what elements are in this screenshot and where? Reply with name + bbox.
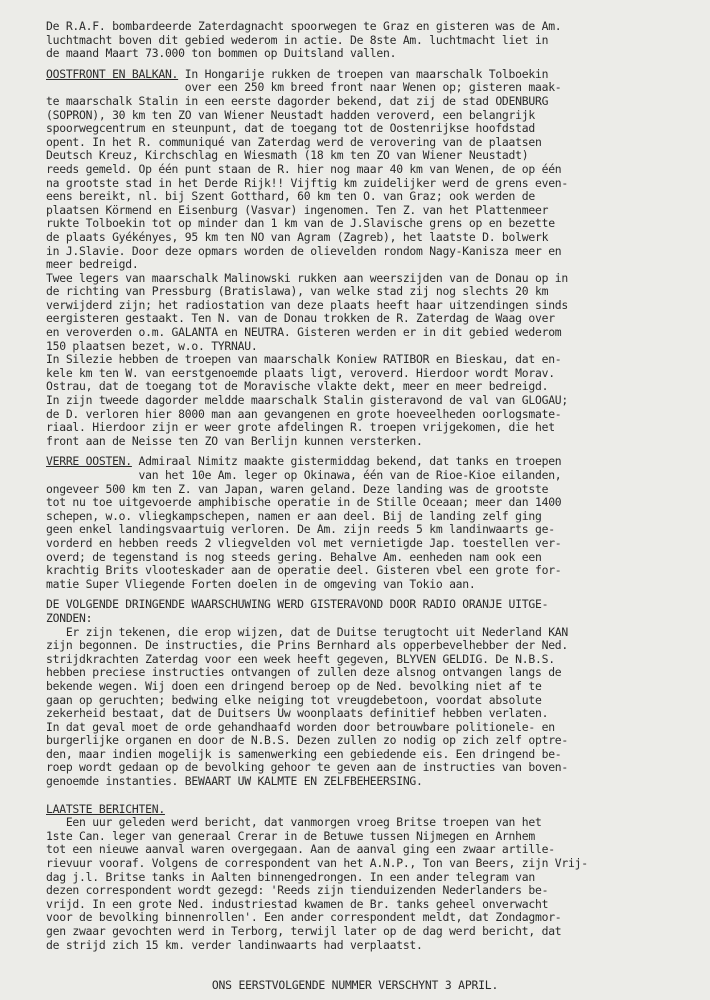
text-line: van het 10e Am. leger op Okinawa, één van de Rioe-Kioe eilanden,: [46, 468, 562, 482]
text-line: gen zwaar gevochten werd in Terborg, terwijl later op de dag werd bericht, dat: [46, 924, 562, 938]
text-line: voor de bevolking binnenrollen'. Een ander correspondent meldt, dat Zondagmor-: [46, 910, 562, 925]
text-line: 1ste Can. leger van generaal Crerar in de Betuwe tussen Nijmegen en Arnhem: [46, 828, 535, 843]
text-line: en veroverden o.m. GALANTA en NEUTRA. Gisteren werden er in dit gebied wederom: [46, 325, 562, 340]
text-line: In dat geval moet de orde gehandhaafd worden door betrouwbare politionele- en: [46, 719, 555, 734]
text-line: hebben preciese instructies ontvangen of zullen deze alsnog ontvangen langs de: [46, 665, 562, 680]
text-line: strijdkrachten Zaterdag voor een week heeft gegeven, BLYVEN GELDIG. De N.B.S.: [46, 651, 555, 666]
text-line: dezen correspondent wordt gezegd: 'Reeds zijn tienduizenden Nederlanders be-: [46, 883, 549, 898]
section-heading: VERRE OOSTEN.: [46, 454, 132, 469]
text-line: vorderd en hebben reeds 2 vliegvelden vol met vernietigde Jap. toestellen ver-: [46, 535, 562, 550]
text-line: meer bedreigd.: [46, 257, 139, 272]
text-line: schepen, w.o. vliegkampschepen, namen er aan deel. Bij de landing zelf ging: [46, 508, 542, 523]
text-line: de D. verloren hier 8000 man aan gevangenen en grote hoeveelheden oorlogsmate-: [46, 406, 562, 421]
text-line: luchtmacht boven dit gebied wederom in actie. De 8ste Am. luchtmacht liet in: [46, 32, 549, 47]
text-line: geen enkel landingsvaartuig verloren. De Am. zijn reeds 5 km landinwaarts ge-: [46, 522, 555, 537]
text-line: te maarschalk Stalin in een eerste dagorder bekend, dat zij de stad ODENBURG: [46, 93, 549, 108]
text-line: krachtig Brits vlooteskader aan de operatie deel. Gisteren vbel een grote for-: [46, 563, 562, 578]
text-line: in J.Slavie. Door deze opmars worden de olievelden rondom Nagy-Kanisza meer en: [46, 243, 562, 258]
text-line: verwijderd zijn; het radiostation van deze plaats heeft haar uitzendingen sinds: [46, 297, 569, 312]
text-line: [46, 803, 690, 817]
text-line: de maand Maart 73.000 ton bommen op Duitsland vallen.: [46, 46, 397, 61]
text-line: Een uur geleden werd bericht, dat vanmorgen vroeg Britse troepen van het: [46, 815, 542, 830]
text-line: de richting van Pressburg (Bratislawa), van welke stad zij nog slechts 20 km: [46, 284, 549, 299]
text-line: opent. In het R. communiqué van Zaterdag werd de verovering van de plaatsen: [46, 134, 542, 149]
text-line: matie Super Vliegende Forten doelen in de omgeving van Tokio aan.: [46, 576, 476, 591]
text-line: rukte Tolboekin tot op minder dan 1 km van de J.Slavische grens op en bezette: [46, 216, 555, 231]
section-verre-oosten: [46, 455, 690, 591]
next-issue-notice: ONS EERSTVOLGENDE NUMMER VERSCHYNT 3 APRIL.: [211, 978, 499, 992]
text-line: Ostrau, dat de toegang tot de Moravische vlakte dekt, meer en meer bedreigd.: [46, 379, 549, 394]
page-body: [46, 20, 690, 952]
text-line: eens bereikt, nl. bij Szent Gotthard, 60 km ten O. van Graz; ook werden de: [46, 189, 535, 204]
text-line: de strijd zich 15 km. verder landinwaarts had verplaatst.: [46, 937, 423, 952]
spacer: [46, 789, 690, 803]
text-line: den, maar indien mogelijk is samenwerking een gebiedende eis. Een dringend be-: [46, 746, 562, 761]
text-line: dag j.l. Britse tanks in Aalten binnengedrongen. In een ander telegram van: [46, 869, 535, 884]
text-line: In Silezie hebben de troepen van maarschalk Koniew RATIBOR en Bieskau, dat en-: [46, 352, 562, 367]
text-line-rest: In Hongarije rukken de troepen van maarschalk Tolboekin: [178, 66, 549, 81]
section-radio-oranje: [46, 598, 690, 788]
text-line: over een 250 km breed front naar Wenen op; gisteren maak-: [46, 80, 562, 95]
text-line: rievuur vooraf. Volgens de correspondent van het A.N.P., Ton van Beers, zijn Vrij-: [46, 856, 588, 871]
section-heading: OOSTFRONT EN BALKAN.: [46, 66, 179, 81]
text-line: spoorwegcentrum en steunpunt, dat de toegang tot de Oostenrijkse hoofdstad: [46, 121, 535, 136]
text-line: zijn begonnen. De instructies, die Prins Bernhard als opperbevelhebber der Ned.: [46, 638, 569, 653]
text-line: 150 plaatsen bezet, w.o. TYRNAU.: [46, 338, 258, 353]
text-line: ZONDEN:: [46, 610, 93, 625]
text-line: Twee legers van maarschalk Malinowski rukken aan weerszijden van de Donau op in: [46, 270, 569, 285]
text-line: overd; de tegenstand is nog steeds gering. Behalve Am. eenheden nam ook een: [46, 549, 542, 564]
text-line: bekende wegen. Wij doen een dringend beroep op de Ned. bevolking niet af te: [46, 678, 542, 693]
section-laatste-berichten: [46, 803, 690, 953]
text-line: reeds gemeld. Op één punt staan de R. hier nog maar 40 km van Wenen, de op één: [46, 161, 562, 176]
text-line: Deutsch Kreuz, Kirchschlag en Wiesmath (18 km ten ZO van Wiener Neustadt): [46, 148, 529, 163]
text-line-rest: Admiraal Nimitz maakte gistermiddag bekend, dat tanks en troepen: [131, 454, 562, 469]
intro-paragraph: [46, 20, 690, 61]
text-line: front aan de Neisse ten ZO van Berlijn kunnen versterken.: [46, 433, 423, 448]
text-line: kele km ten W. van eerstgenoemde plaats ligt, veroverd. Hierdoor wordt Morav.: [46, 365, 555, 380]
text-line: burgerlijke organen en door de N.B.S. Dezen zullen zo nodig op zich zelf optre-: [46, 733, 569, 748]
text-line: In zijn tweede dagorder meldde maarschalk Stalin gisteravond de val van GLOGAU;: [46, 393, 569, 408]
text-line: genoemde instanties. BEWAART UW KALMTE EN ZELFBEHEERSING.: [46, 774, 423, 789]
text-line: [46, 68, 690, 82]
text-line: de plaats Gyékényes, 95 km ten NO van Agram (Zagreb), het laatste D. bolwerk: [46, 229, 549, 244]
text-line: na grootste stad in het Derde Rijk!! Vijftig km zuidelijker werd de grens even-: [46, 175, 569, 190]
text-line: tot nu toe uitgevoerde amphibische operatie in de Stille Oceaan; meer dan 1400: [46, 495, 562, 510]
text-line: ongeveer 500 km ten Z. van Japan, waren geland. Deze landing was de grootste: [46, 481, 549, 496]
section-heading: LAATSTE BERICHTEN.: [46, 801, 165, 816]
text-line: plaatsen Körmend en Eisenburg (Vasvar) ingenomen. Ten Z. van het Plattenmeer: [46, 202, 549, 217]
text-line: vrijd. In een grote Ned. industriestad kwamen de Br. tanks geheel onverwacht: [46, 896, 549, 911]
text-line: gaan op geruchten; bedwing elke neiging tot vreugdebetoon, voordat absolute: [46, 692, 542, 707]
text-line: DE VOLGENDE DRINGENDE WAARSCHUWING WERD GISTERAVOND DOOR RADIO ORANJE UITGE-: [46, 597, 549, 612]
text-line: (SOPRON), 30 km ten ZO van Wiener Neustadt hadden veroverd, een belangrijk: [46, 107, 535, 122]
text-line: zekerheid bestaat, dat de Duitsers Uw woonplaats definitief hebben verlaten.: [46, 706, 549, 721]
text-line: eergisteren gestaakt. Ten N. van de Donau trokken de R. Zaterdag de Waag over: [46, 311, 555, 326]
text-line: De R.A.F. bombardeerde Zaterdagnacht spoorwegen te Graz en gisteren was de Am.: [46, 19, 562, 33]
text-line: roep wordt gedaan op de bevolking gehoor te geven aan de instructies van boven-: [46, 760, 569, 775]
text-line: [46, 455, 690, 469]
text-line: tot een nieuwe aanval waren overgegaan. Aan de aanval ging een zwaar artille-: [46, 842, 555, 857]
text-line: Er zijn tekenen, die erop wijzen, dat de Duitse terugtocht uit Nederland KAN: [46, 624, 569, 639]
section-oostfront: [46, 68, 690, 449]
text-line: riaal. Hierdoor zijn er weer grote afdelingen R. troepen vrijgekomen, die het: [46, 420, 555, 435]
